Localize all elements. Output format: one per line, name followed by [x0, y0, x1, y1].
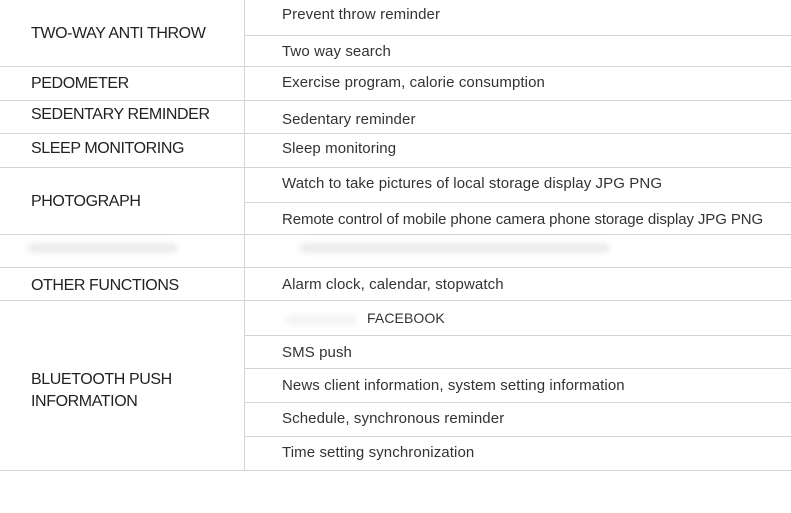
feature-photograph: PHOTOGRAPH	[31, 193, 141, 210]
detail-schedule-reminder: Schedule, synchronous reminder	[282, 410, 505, 427]
detail-alarm-calendar-stopwatch: Alarm clock, calendar, stopwatch	[282, 276, 504, 293]
detail-prevent-throw-reminder: Prevent throw reminder	[282, 6, 441, 23]
detail-sedentary-reminder: Sedentary reminder	[282, 111, 416, 128]
obscured-text	[300, 243, 610, 253]
row-divider	[0, 167, 791, 168]
row-divider	[245, 402, 791, 403]
detail-news-client: News client information, system setting information	[282, 377, 625, 394]
row-divider	[245, 35, 791, 36]
row-divider	[245, 335, 791, 336]
row-divider	[0, 100, 791, 101]
detail-two-way-search: Two way search	[282, 43, 391, 60]
feature-sedentary-reminder: SEDENTARY REMINDER	[31, 106, 210, 123]
feature-two-way-anti-throw: TWO-WAY ANTI THROW	[31, 25, 206, 42]
detail-facebook: FACEBOOK	[367, 310, 445, 326]
feature-sleep-monitoring: SLEEP MONITORING	[31, 140, 185, 157]
detail-watch-pictures: Watch to take pictures of local storage display JPG PNG	[282, 175, 663, 192]
obscured-text	[286, 315, 356, 325]
detail-exercise-program: Exercise program, calorie consumption	[282, 74, 545, 91]
row-divider	[0, 133, 791, 134]
detail-remote-camera: Remote control of mobile phone camera phone storage display JPG PNG	[282, 211, 764, 228]
row-divider	[245, 202, 791, 203]
detail-sleep-monitoring: Sleep monitoring	[282, 140, 397, 157]
row-divider	[0, 300, 791, 301]
row-divider	[245, 368, 791, 369]
feature-other-functions: OTHER FUNCTIONS	[31, 277, 179, 294]
feature-pedometer: PEDOMETER	[31, 75, 129, 92]
row-divider	[0, 66, 791, 67]
feature-bluetooth-push: BLUETOOTH PUSH INFORMATION	[31, 371, 172, 410]
column-divider	[244, 0, 245, 470]
row-divider	[0, 234, 791, 235]
row-divider	[0, 267, 791, 268]
row-divider	[245, 436, 791, 437]
row-divider	[0, 470, 791, 471]
obscured-text	[28, 243, 178, 253]
detail-time-sync: Time setting synchronization	[282, 444, 475, 461]
detail-sms-push: SMS push	[282, 344, 352, 361]
